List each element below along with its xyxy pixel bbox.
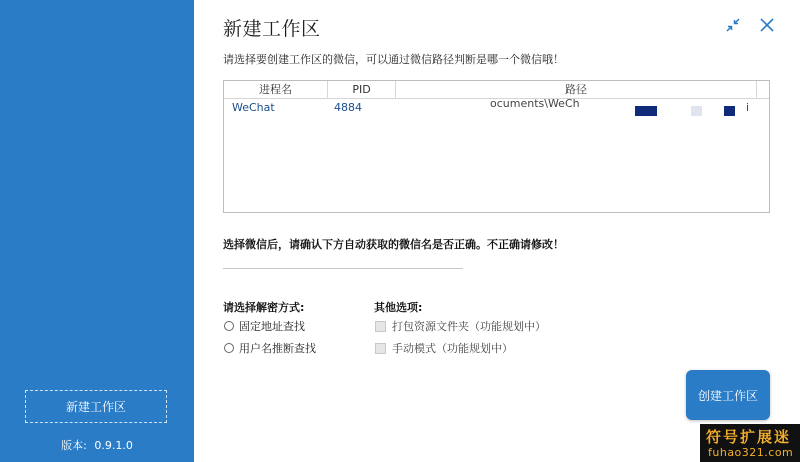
- sidebar: [0, 0, 194, 462]
- checkbox-pack-resources[interactable]: [375, 318, 546, 334]
- cell-path: ocuments\WeCh: [490, 97, 580, 110]
- version-info: [0, 437, 194, 453]
- dialog-title: 新建工作区: [223, 18, 321, 40]
- collapse-button[interactable]: [724, 16, 742, 34]
- close-button[interactable]: [758, 16, 776, 34]
- decrypt-method-title: 请选择解密方式:: [223, 301, 305, 314]
- redaction-block: [635, 106, 657, 116]
- wechat-name-input[interactable]: [223, 252, 463, 269]
- checkbox-icon: [375, 343, 386, 354]
- version-label: 版本:: [61, 439, 87, 452]
- watermark-url: fuhao321.com: [708, 446, 794, 459]
- radio-label: 用户名推断查找: [239, 342, 316, 355]
- table-row[interactable]: [224, 99, 769, 116]
- cell-path-tail: i: [746, 101, 750, 114]
- cell-pid: 4884: [334, 101, 362, 114]
- radio-fixed-address[interactable]: [224, 318, 305, 334]
- process-table[interactable]: [223, 80, 770, 213]
- create-workspace-label: 创建工作区: [697, 388, 758, 403]
- version-value: 0.9.1.0: [94, 439, 133, 452]
- wechat-name-notice: 选择微信后，请确认下方自动获取的微信名是否正确。不正确请修改！: [223, 238, 564, 251]
- checkbox-label: 手动模式（功能规划中）: [392, 342, 513, 355]
- column-header-process-name[interactable]: 进程名: [224, 81, 328, 98]
- radio-icon: [224, 321, 234, 331]
- collapse-icon: [724, 16, 742, 34]
- watermark-title: 符号扩展迷: [706, 428, 792, 446]
- dialog-subtitle: 请选择要创建工作区的微信，可以通过微信路径判断是哪一个微信哦！: [223, 53, 564, 66]
- cell-process-name: WeChat: [232, 101, 275, 114]
- checkbox-manual-mode[interactable]: [375, 340, 513, 356]
- watermark: [700, 424, 800, 462]
- radio-username-infer[interactable]: [224, 340, 316, 356]
- checkbox-icon: [375, 321, 386, 332]
- new-workspace-button[interactable]: [25, 390, 167, 423]
- radio-label: 固定地址查找: [239, 320, 305, 333]
- redaction-block: [691, 106, 702, 116]
- new-workspace-label: 新建工作区: [65, 400, 126, 414]
- radio-icon: [224, 343, 234, 353]
- checkbox-label: 打包资源文件夹（功能规划中）: [392, 320, 546, 333]
- create-workspace-button[interactable]: [686, 370, 770, 420]
- other-options-title: 其他选项:: [374, 301, 423, 314]
- column-header-pid[interactable]: PID: [328, 81, 396, 98]
- close-icon: [758, 16, 776, 34]
- redaction-block: [724, 106, 735, 116]
- column-header-path[interactable]: 路径: [396, 81, 757, 98]
